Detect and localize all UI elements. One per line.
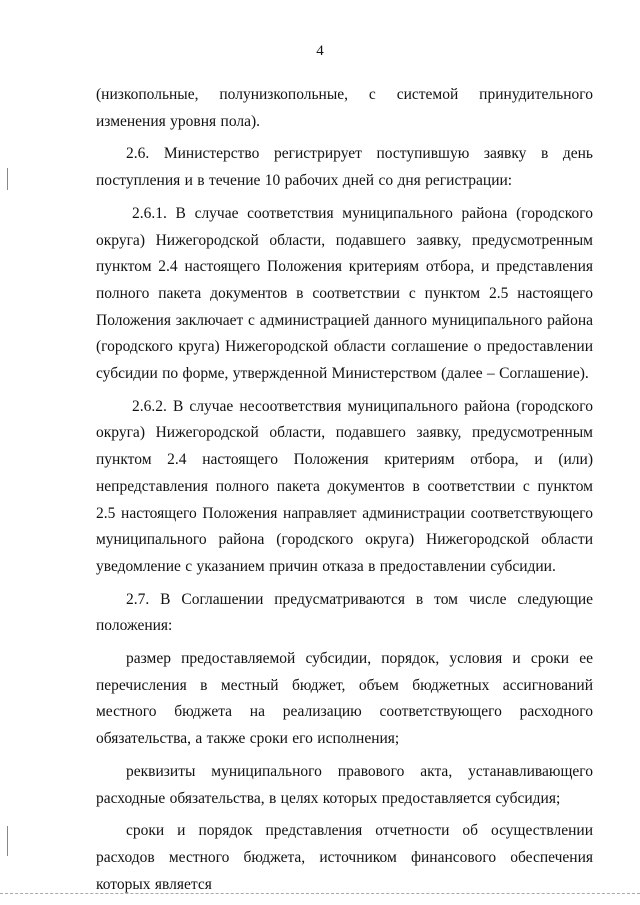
document-body: [96, 82, 593, 898]
scan-margin-mark-bottom: [7, 826, 8, 856]
list-item-reporting: сроки и порядок представления отчетности об осуществлении расходов местного бюджета, источником финансового обеспечения которых является: [96, 822, 593, 893]
list-item-subsidy-size: размер предоставляемой субсидии, порядок, условия и сроки ее перечисления в местный бюджет, объем бюджетных ассигнований местного бюджета на реализацию соответствующего расходного обязательства, а также сроки его исполнения;: [96, 650, 593, 748]
page-number: 4: [316, 43, 324, 59]
scan-bottom-edge: [0, 893, 640, 895]
paragraph-2-7: 2.7. В Соглашении предусматриваются в том числе следующие положения:: [96, 590, 593, 635]
paragraph-2-6: 2.6. Министерство регистрирует поступившую заявку в день поступления и в течение 10 рабочих дней со дня регистрации:: [96, 145, 593, 190]
paragraph-2-6-2: 2.6.2. В случае несоответствия муниципального района (городского округа) Нижегородской области, подавшего заявку, предусмотренным пунктом 2.4 настоящего Положения критериям отбора, и (или) непредставления полного пакета документов в соответствии с пунктом 2.5 настоящего Положения направляет администрации соответствующего муниципального района (городского округа) Нижегородской области уведомление с указанием причин отказа в предоставлении субсидии.: [96, 397, 593, 575]
paragraph-2-6-1: 2.6.1. В случае соответствия муниципального района (городского округа) Нижегородской области, подавшего заявку, предусмотренным пунктом 2.4 настоящего Положения критериям отбора, и представления полного пакета документов в соответствии с пунктом 2.5 настоящего Положения заключает с администрацией данного муниципального района (городского круга) Нижегородской области соглашение о предоставлении субсидии по форме, утвержденной Министерством (далее – Соглашение).: [96, 204, 593, 383]
paragraph-continuation: (низкопольные, полунизкопольные, с системой принудительного изменения уровня пола).: [96, 86, 593, 130]
list-item-legal-act: реквизиты муниципального правового акта, устанавливающего расходные обязательства, в целях которых предоставляется субсидия;: [96, 762, 593, 807]
scan-margin-mark-top: [7, 168, 8, 190]
